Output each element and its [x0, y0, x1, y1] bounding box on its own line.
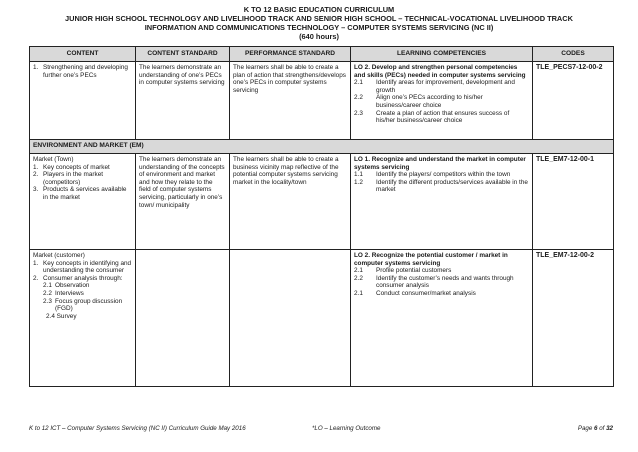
code-cell: TLE_PECS7-12-00-2 — [533, 62, 614, 140]
col-header-content-standard: CONTENT STANDARD — [136, 47, 230, 62]
content-cell — [30, 250, 136, 387]
content-subitem: 2.4 Survey — [46, 312, 77, 320]
lo-item: 2.1 Conduct consumer/market analysis — [354, 289, 476, 297]
content-standard-cell — [136, 250, 230, 387]
col-header-content: CONTENT — [30, 47, 136, 62]
table-header-row — [30, 47, 614, 62]
lo-item: 2.1 Profile potential customers — [354, 267, 452, 275]
content-standard-cell: The learners demonstrate an understanding of one’s PECs in computer systems servicing — [136, 62, 230, 140]
col-header-performance-standard: PERFORMANCE STANDARD — [230, 47, 351, 62]
lo-item: 2.1 Identify areas for improvement, development and growth — [354, 79, 515, 94]
table-row — [30, 154, 614, 250]
lo-title: LO 2. Recognize the potential customer / market in computer systems servicing — [354, 252, 508, 267]
lo-item: 1.2 Identify the different products/services available in the market — [354, 178, 528, 194]
content-item: 2. Consumer analysis through: — [33, 274, 123, 282]
performance-standard-cell: The learners shall be able to create a business vicinity map reflective of the potential computer systems servicing market in the locality/town — [230, 154, 351, 250]
content-cell — [30, 62, 136, 140]
doc-hours: (640 hours) — [299, 32, 339, 41]
content-standard-cell: The learners demonstrate an understanding of the concepts of environment and market and how they relate to the field of computer systems servicing, particularly in one’s town/ municipality — [136, 154, 230, 250]
lo-item: 1.1 Identify the players/ competitors within the town — [354, 171, 511, 179]
doc-title: K TO 12 BASIC EDUCATION CURRICULUM — [243, 5, 395, 14]
section-title: ENVIRONMENT AND MARKET (EM) — [30, 140, 614, 154]
performance-standard-cell: The learners shall be able to create a plan of action that strengthens/develops one’s PECs in computer systems servicing — [230, 62, 351, 140]
code-cell: TLE_EM7-12-00-2 — [533, 250, 614, 387]
learning-competencies-cell — [351, 154, 533, 250]
content-item: 1. Strengthening and developing further one’s PECs — [33, 64, 128, 79]
performance-standard-cell — [230, 250, 351, 387]
learning-competencies-cell — [351, 250, 533, 387]
content-subitem: 2.1 Observation — [43, 282, 90, 290]
table-row — [30, 250, 614, 387]
doc-specialization: INFORMATION AND COMMUNICATIONS TECHNOLOGY – COMPUTER SYSTEMS SERVICING (NC II) — [144, 23, 494, 32]
col-header-learning-competencies: LEARNING COMPETENCIES — [351, 47, 533, 62]
doc-subtitle: JUNIOR HIGH SCHOOL TECHNOLOGY AND LIVELIHOOD TRACK AND SENIOR HIGH SCHOOL – TECHNICAL-VOCATIONAL LIVELIHOOD TRACK — [65, 14, 573, 23]
content-subitem: 2.2 Interviews — [43, 289, 84, 297]
table-row — [30, 62, 614, 140]
lo-title: LO 1. Recognize and understand the market in computer systems servicing — [354, 156, 526, 171]
content-item: 3. Products & services available in the market — [33, 186, 127, 201]
footer-guide-title: K to 12 ICT – Computer Systems Servicing (NC II) Curriculum Guide May 2016 — [29, 425, 246, 432]
footer-page-number: Page 6 of 32 — [577, 425, 613, 432]
lo-item: 2.2 Align one’s PECs according to his/her business/career choice — [354, 94, 483, 109]
footer-lo-note: *LO – Learning Outcome — [312, 425, 381, 432]
learning-competencies-cell — [351, 62, 533, 140]
content-item: 2. Players in the market (competitors) — [33, 171, 104, 186]
content-title: Market (Town) — [33, 156, 74, 163]
lo-item: 2.2 Identify the customer’s needs and wants through consumer analysis — [354, 274, 514, 290]
lo-title: LO 2. Develop and strengthen personal competencies and skills (PECs) needed in computer systems servicing — [354, 64, 526, 79]
lo-item: 2.3 Create a plan of action that ensures success of his/her business/career choice — [354, 109, 510, 125]
content-item: 1. Key concepts of market — [33, 163, 110, 171]
curriculum-table — [29, 46, 614, 387]
content-cell — [30, 154, 136, 250]
content-subitem: 2.3 Focus group discussion (FGD) — [43, 297, 123, 313]
content-item: 1. Key concepts in identifying and understanding the consumer — [33, 259, 132, 275]
section-row — [30, 140, 614, 154]
col-header-codes: CODES — [533, 47, 614, 62]
code-cell: TLE_EM7-12-00-1 — [533, 154, 614, 250]
content-title: Market (customer) — [33, 252, 85, 259]
